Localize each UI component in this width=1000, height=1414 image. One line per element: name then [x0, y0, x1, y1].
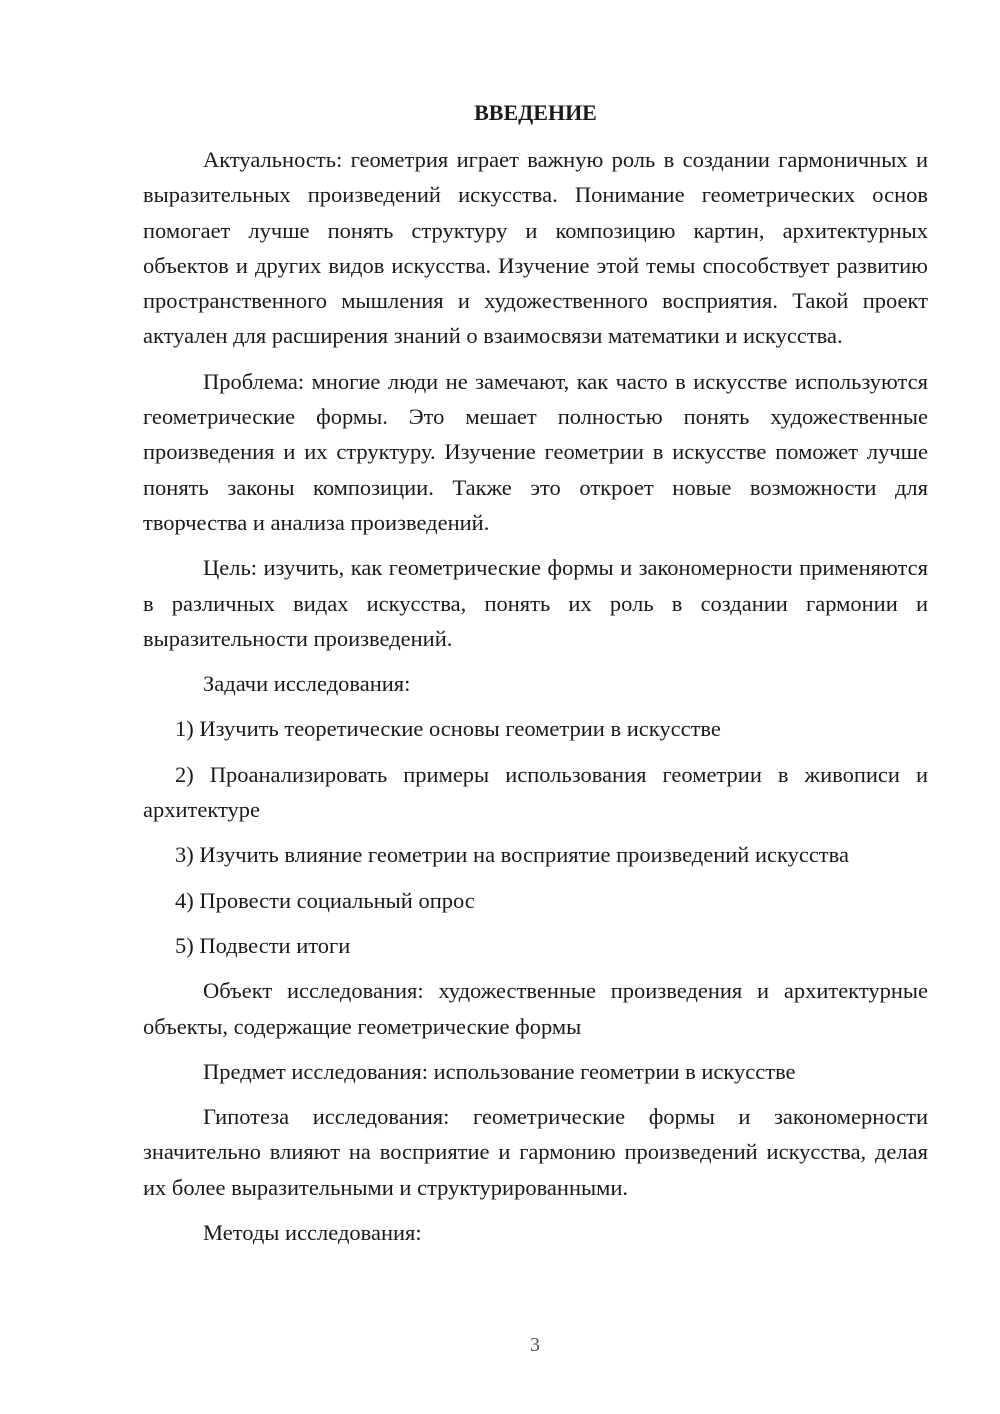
page-number: 3 — [530, 1334, 540, 1356]
task-item-2: 2) Проанализировать примеры использования геометрии в живописи и архитектуре — [143, 761, 928, 823]
problem-paragraph: Проблема: многие люди не замечают, как часто в искусстве используются геометрические формы. Это мешает полностью понять художественные произведения и их структуру. Изучение геометрии в искусстве поможет лучше понять законы композиции. Также это откроет новые возможности для творчества и анализа произведений. — [143, 368, 928, 535]
object-paragraph: Объект исследования: художественные произведения и архитектурные объекты, содержащие геометрические формы — [143, 978, 928, 1039]
methods-paragraph: Методы исследования: — [203, 1220, 422, 1246]
subject-paragraph: Предмет исследования: использование геометрии в искусстве — [203, 1058, 796, 1084]
task-item-4: 4) Провести социальный опрос — [175, 887, 475, 913]
document-body — [143, 95, 928, 1260]
goal-paragraph: Цель: изучить, как геометрические формы и закономерности применяются в различных видах искусства, понять их роль в создании гармонии и выразительности произведений. — [143, 555, 928, 651]
task-item-5: 5) Подвести итоги — [175, 932, 351, 958]
task-item-3: 3) Изучить влияние геометрии на восприятие произведений искусства — [175, 842, 849, 868]
tasks-heading: Задачи исследования: — [203, 671, 411, 697]
relevance-paragraph: Актуальность: геометрия играет важную роль в создании гармоничных и выразительных произведений искусства. Понимание геометрических основ помогает лучше понять структуру и композицию картин, архитектурных объектов и других видов искусства. Изучение этой темы способствует развитию пространственного мышления и художественного восприятия. Такой проект актуален для расширения знаний о взаимосвязи математики и искусства. — [143, 147, 928, 349]
hypothesis-paragraph: Гипотеза исследования: геометрические формы и закономерности значительно влияют на восприятие и гармонию произведений искусства, делая их более выразительными и структурированными. — [143, 1104, 928, 1200]
page-title: ВВЕДЕНИЕ — [474, 100, 597, 125]
task-item-1: 1) Изучить теоретические основы геометрии в искусстве — [175, 716, 721, 742]
